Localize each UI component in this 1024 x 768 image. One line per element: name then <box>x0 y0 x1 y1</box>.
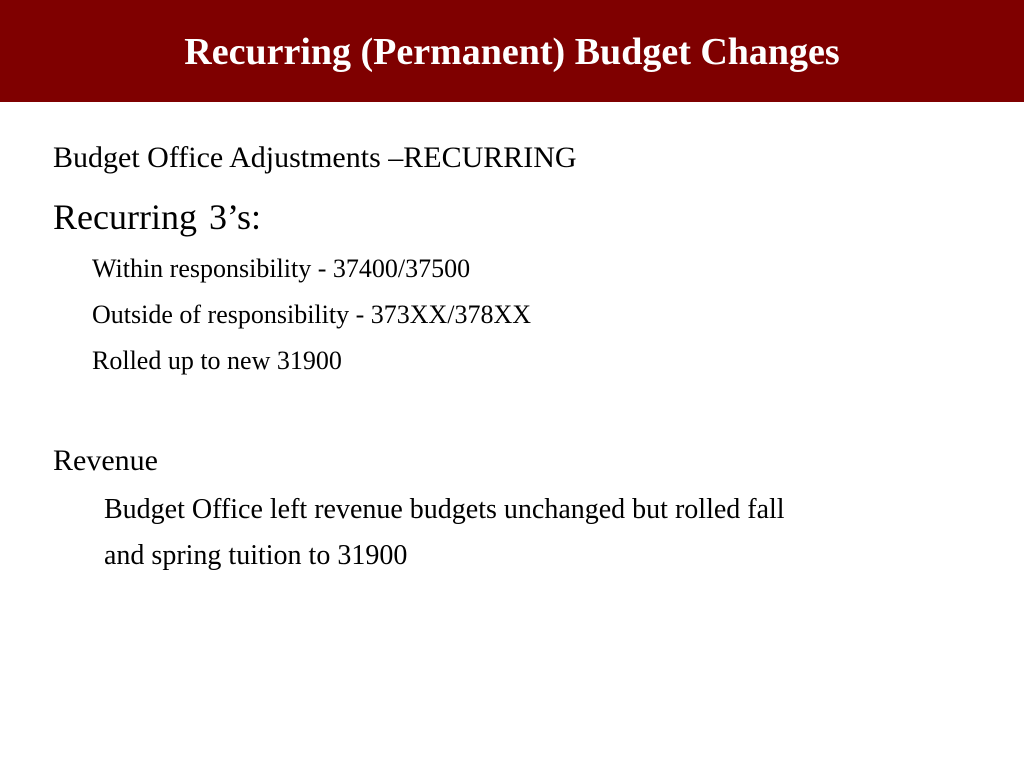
recurring-heading <box>53 196 261 238</box>
recurring-heading-count: 3’s: <box>208 197 261 237</box>
revenue-text-line-1: Budget Office left revenue budgets unchanged but rolled fall <box>104 494 785 525</box>
recurring-heading-label: Recurring <box>53 197 197 237</box>
recurring-item-outside: Outside of responsibility - 373XX/378XX <box>92 300 532 329</box>
revenue-text-line-2: and spring tuition to 31900 <box>104 540 408 571</box>
recurring-item-within: Within responsibility - 37400/37500 <box>92 254 471 283</box>
recurring-item-rolled-up: Rolled up to new 31900 <box>92 346 342 375</box>
revenue-heading: Revenue <box>53 444 158 477</box>
slide-title: Recurring (Permanent) Budget Changes <box>184 31 840 73</box>
budget-office-heading: Budget Office Adjustments –RECURRING <box>53 141 577 174</box>
